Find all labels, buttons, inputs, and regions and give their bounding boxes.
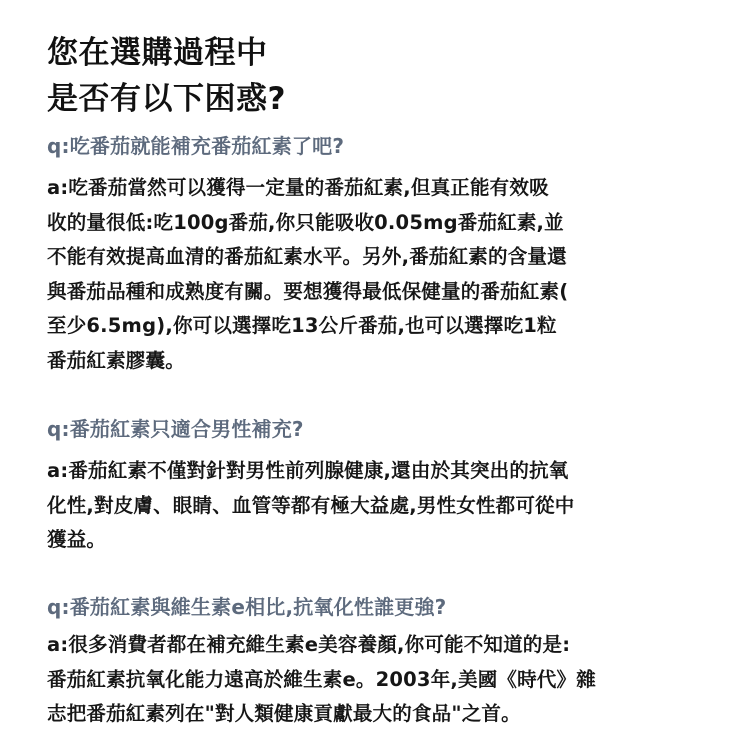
question-3: q:番茄紅素與維生素e相比,抗氧化性誰更強? [47,595,447,619]
question-2: q:番茄紅素只適合男性補充? [47,417,304,441]
answer-1-line: a:吃番茄當然可以獲得一定量的番茄紅素,但真正能有效吸 [47,176,549,199]
answer-2-line: 獲益。 [47,528,107,551]
title-line-2: 是否有以下困惑? [47,81,286,117]
answer-2-line: 化性,對皮膚、眼睛、血管等都有極大益處,男性女性都可從中 [47,493,575,517]
answer-1-line: 不能有效提高血清的番茄紅素水平。另外,番茄紅素的含量還 [47,245,567,268]
answer-1-line: 番茄紅素膠囊。 [47,348,185,372]
answer-2-line: a:番茄紅素不僅對針對男性前列腺健康,還由於其突出的抗氧 [47,459,569,482]
page-title [47,30,286,122]
answer-3-line: 志把番茄紅素列在"對人類健康貢獻最大的食品"之首。 [47,702,521,725]
answer-1-line: 收的量很低:吃100g番茄,你只能吸收0.05mg番茄紅素,並 [47,210,564,234]
title-line-1: 您在選購過程中 [47,35,268,71]
answer-1-line: 至少6.5mg),你可以選擇吃13公斤番茄,也可以選擇吃1粒 [47,314,557,337]
answer-1-line: 與番茄品種和成熟度有關。要想獲得最低保健量的番茄紅素( [47,279,569,303]
answer-1 [47,171,707,378]
answer-3-line: 番茄紅素抗氧化能力遠高於維生素e。2003年,美國《時代》雜 [47,667,596,691]
question-1: q:吃番茄就能補充番茄紅素了吧? [47,134,345,158]
answer-3-line: a:很多消費者都在補充維生素e美容養顏,你可能不知道的是: [47,633,571,656]
answer-2 [47,454,707,558]
answer-3 [47,628,707,732]
